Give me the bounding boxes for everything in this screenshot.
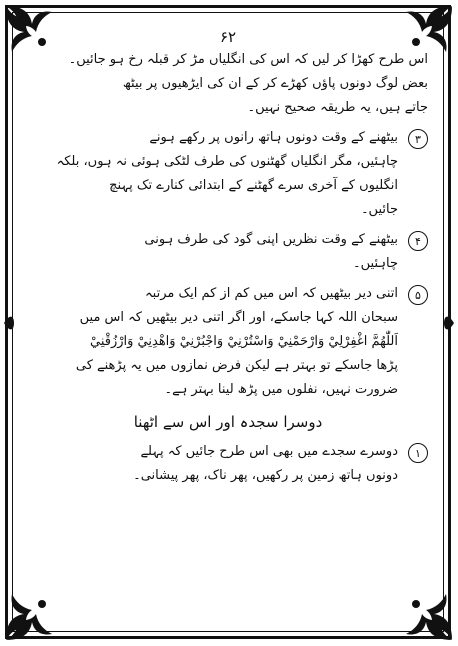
text-line: سبحان اللہ کہا جاسکے، اور اگر اتنی دیر بیٹھیں کہ اس میں [79, 310, 398, 325]
item-text [28, 126, 398, 222]
text-line: جائیں۔ [360, 202, 398, 217]
item-text [28, 440, 398, 488]
item-number-badge: ۵ [408, 285, 428, 305]
text-line: بیٹھنے کے وقت دونوں ہاتھ رانوں پر رکھے ہونے [149, 130, 398, 145]
list-item-4 [28, 228, 428, 276]
text-line: دوسرے سجدے میں بھی اس طرح جائیں کہ پہلے [140, 444, 398, 459]
text-line: چاہئیں، مگر انگلیاں گھٹنوں کی طرف لٹکی ہوئی نہ ہوں، بلکہ [56, 154, 398, 169]
item-number-badge: ۴ [408, 231, 428, 251]
text-line: انگلیوں کے آخری سرے گھٹنے کے ابتدائی کنارے تک پہنچ [109, 178, 398, 193]
text-line: اتنی دیر بیٹھیں کہ اس میں کم از کم ایک مرتبہ [145, 286, 398, 301]
page-number: ۶۲ [219, 28, 237, 46]
section-list-item-1 [28, 440, 428, 488]
section-heading: دوسرا سجدہ اور اس سے اٹھنا [133, 413, 323, 431]
text-line: اس طرح کھڑا کر لیں کہ اس کی انگلیاں مڑ کر قبلہ رخ ہو جائیں۔ [68, 52, 428, 67]
item-number-badge: ۳ [408, 129, 428, 149]
text-line: دونوں ہاتھ زمین پر رکھیں، پھر ناک، پھر پیشانی۔ [133, 468, 398, 483]
text-line: چاہئیں۔ [353, 256, 398, 271]
list-item-5 [28, 282, 428, 402]
text-line: پڑھا جاسکے تو بہتر ہے لیکن فرض نمازوں میں یہ پڑھنے کی [75, 358, 398, 373]
side-ornament-left [2, 308, 16, 338]
item-text [28, 228, 398, 276]
text-line: بیٹھنے کے وقت نظریں اپنی گود کی طرف ہونی [144, 232, 398, 247]
item-number-badge: ۱ [408, 443, 428, 463]
arabic-dua-line: اَللّٰهُمَّ اغْفِرْلِيْ وَارْحَمْنِيْ وَاسْتُرْنِيْ وَاجْبُرْنِيْ وَاهْدِنِيْ وَارْزُقْنِيْ [90, 334, 398, 349]
text-line: بعض لوگ دونوں پاؤں کھڑے کر کے ان کی ایڑھیوں پر بیٹھ [122, 76, 428, 91]
side-ornament-right [442, 308, 456, 338]
text-line: ضرورت نہیں، نفلوں میں پڑھ لینا بہتر ہے۔ [164, 382, 398, 397]
text-line: جاتے ہیں، یہ طریقہ صحیح نہیں۔ [247, 100, 428, 115]
intro-paragraph [28, 48, 428, 120]
item-text [28, 282, 398, 402]
page-content [28, 28, 428, 618]
list-item-3 [28, 126, 428, 222]
